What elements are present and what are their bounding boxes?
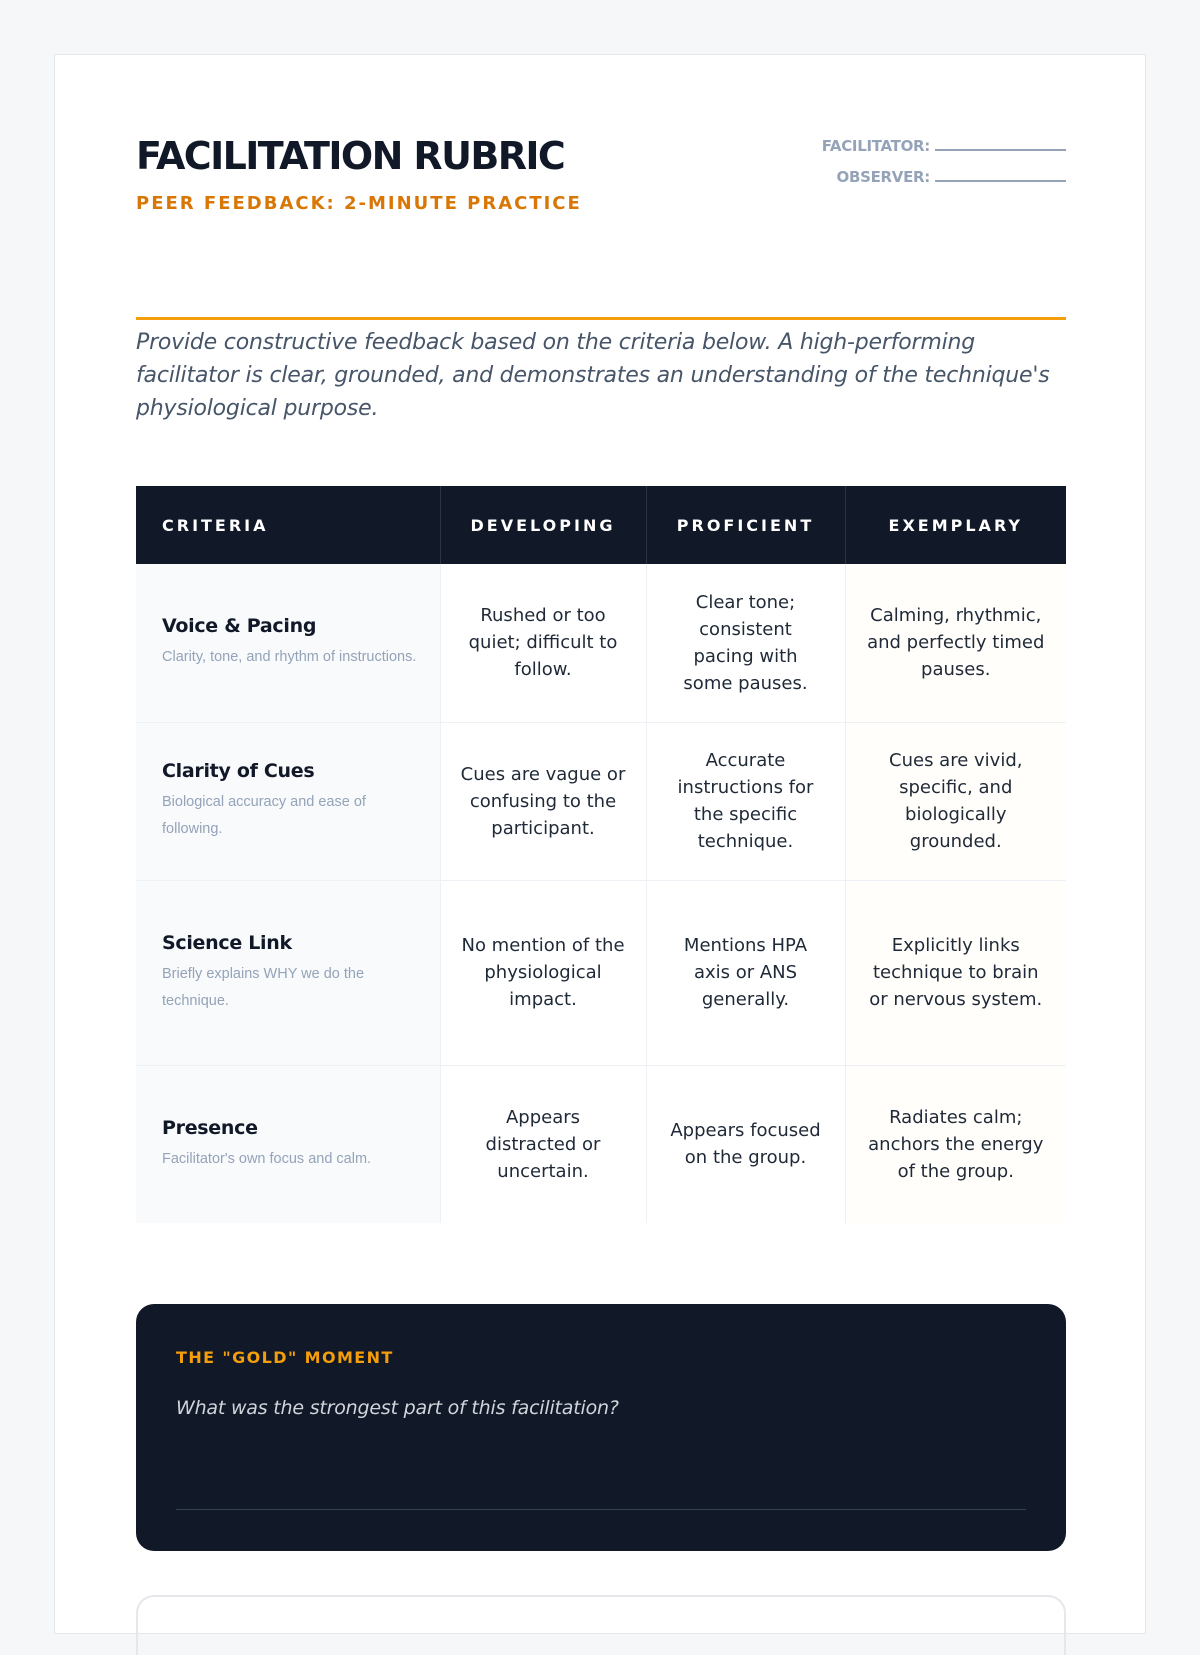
criteria-description: Briefly explains WHY we do the technique. [162, 965, 365, 1009]
intro-text: Provide constructive feedback based on the criteria below. A high-performing facilitator is clear, grounded, and demonstrates an understanding of the technique's physiological purpose. [136, 330, 1050, 421]
developing-cell: No mention of the physiological impact. [440, 880, 646, 1065]
criteria-cell [136, 1065, 440, 1223]
gold-moment-prompt: What was the strongest part of this facilitation? [176, 1397, 619, 1419]
facilitator-blank-line [935, 139, 1066, 151]
table-row [136, 722, 1066, 880]
developing-cell: Appears distracted or uncertain. [440, 1065, 646, 1223]
header-exemplary: EXEMPLARY [888, 515, 1023, 535]
gold-moment-title: THE "GOLD" MOMENT [176, 1348, 394, 1367]
proficient-cell: Clear tone; consistent pacing with some pauses. [646, 564, 845, 722]
page-subtitle: PEER FEEDBACK: 2-MINUTE PRACTICE [136, 193, 582, 214]
criteria-name: Presence [162, 1116, 258, 1139]
facilitator-label: FACILITATOR: [821, 137, 930, 155]
criteria-cell [136, 880, 440, 1065]
criteria-description: Biological accuracy and ease of following. [162, 794, 366, 837]
header-criteria: CRITERIA [136, 486, 440, 564]
criteria-cell [136, 564, 440, 722]
criteria-description: Clarity, tone, and rhythm of instructions. [162, 649, 417, 666]
rubric-table [136, 486, 1066, 1223]
header-developing: DEVELOPING [440, 486, 646, 564]
exemplary-cell: Radiates calm; anchors the energy of the group. [845, 1065, 1066, 1223]
gold-moment-card [136, 1304, 1066, 1551]
proficient-cell: Appears focused on the group. [646, 1065, 845, 1223]
developing-cell: Cues are vague or confusing to the participant. [440, 722, 646, 880]
observer-label: OBSERVER: [836, 168, 930, 186]
facilitator-field [822, 137, 1066, 168]
observer-field [822, 168, 1066, 199]
exemplary-cell: Explicitly links technique to brain or nervous system. [845, 880, 1066, 1065]
criteria-cell [136, 722, 440, 880]
table-row [136, 880, 1066, 1065]
developing-cell: Rushed or too quiet; difficult to follow. [440, 564, 646, 722]
exemplary-cell: Calming, rhythmic, and perfectly timed pauses. [845, 564, 1066, 722]
criteria-description: Facilitator's own focus and calm. [162, 1150, 372, 1167]
proficient-cell: Accurate instructions for the specific technique. [646, 722, 845, 880]
rubric-page [54, 54, 1146, 1634]
page-header [136, 134, 1066, 317]
header-divider [136, 317, 1066, 320]
criteria-name: Clarity of Cues [162, 760, 315, 782]
exemplary-cell: Cues are vivid, specific, and biologically grounded. [845, 722, 1066, 880]
table-row [136, 1065, 1066, 1223]
observer-blank-line [935, 170, 1066, 182]
header-proficient: PROFICIENT [646, 486, 845, 564]
signature-fields [822, 137, 1066, 199]
rubric-header-row [136, 486, 1066, 564]
gold-moment-answer-line [176, 1509, 1026, 1510]
criteria-name: Voice & Pacing [162, 615, 317, 638]
criteria-name: Science Link [162, 931, 292, 954]
table-row [136, 564, 1066, 722]
next-section-card [136, 1595, 1066, 1655]
page-title: FACILITATION RUBRIC [136, 134, 565, 178]
proficient-cell: Mentions HPA axis or ANS generally. [646, 880, 845, 1065]
